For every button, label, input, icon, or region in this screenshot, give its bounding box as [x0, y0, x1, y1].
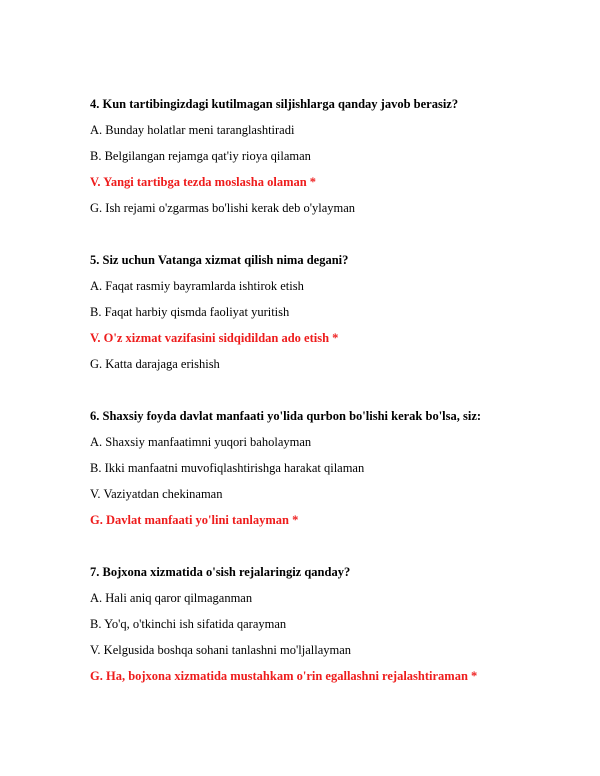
question-title: 5. Siz uchun Vatanga xizmat qilish nima degani?	[90, 253, 349, 267]
answer-option-g: G. Ish rejami o'zgarmas bo'lishi kerak deb o'ylayman	[90, 201, 356, 215]
answer-option-g-correct: G. Davlat manfaati yo'lini tanlayman *	[90, 513, 299, 527]
answer-option-a: A. Bunday holatlar meni taranglashtiradi	[90, 123, 295, 137]
answer-option-g-correct: G. Ha, bojxona xizmatida mustahkam o'rin egallashni rejalashtiraman *	[90, 669, 478, 683]
answer-option-b: B. Ikki manfaatni muvofiqlashtirishga harakat qilaman	[90, 461, 365, 475]
answer-option-g: G. Katta darajaga erishish	[90, 357, 220, 371]
answer-option-a: A. Hali aniq qaror qilmaganman	[90, 591, 253, 605]
question-title: 4. Kun tartibingizdagi kutilmagan siljishlarga qanday javob berasiz?	[90, 97, 459, 111]
question-block-4	[90, 96, 570, 226]
question-title: 7. Bojxona xizmatida o'sish rejalaringiz qanday?	[90, 565, 351, 579]
question-block-6	[90, 408, 570, 538]
answer-option-a: A. Shaxsiy manfaatimni yuqori baholayman	[90, 435, 312, 449]
answer-option-b: B. Faqat harbiy qismda faoliyat yuritish	[90, 305, 290, 319]
question-title: 6. Shaxsiy foyda davlat manfaati yo'lida qurbon bo'lishi kerak bo'lsa, siz:	[90, 409, 482, 423]
answer-option-v: V. Vaziyatdan chekinaman	[90, 487, 223, 501]
answer-option-v: V. Kelgusida boshqa sohani tanlashni mo'ljallayman	[90, 643, 352, 657]
question-block-5	[90, 252, 570, 382]
answer-option-v-correct: V. Yangi tartibga tezda moslasha olaman *	[90, 175, 317, 189]
answer-option-v-correct: V. O'z xizmat vazifasini sidqidildan ado etish *	[90, 331, 339, 345]
question-block-7	[90, 564, 570, 694]
answer-option-a: A. Faqat rasmiy bayramlarda ishtirok etish	[90, 279, 304, 293]
answer-option-b: B. Belgilangan rejamga qat'iy rioya qilaman	[90, 149, 311, 163]
answer-option-b: B. Yo'q, o'tkinchi ish sifatida qarayman	[90, 617, 287, 631]
